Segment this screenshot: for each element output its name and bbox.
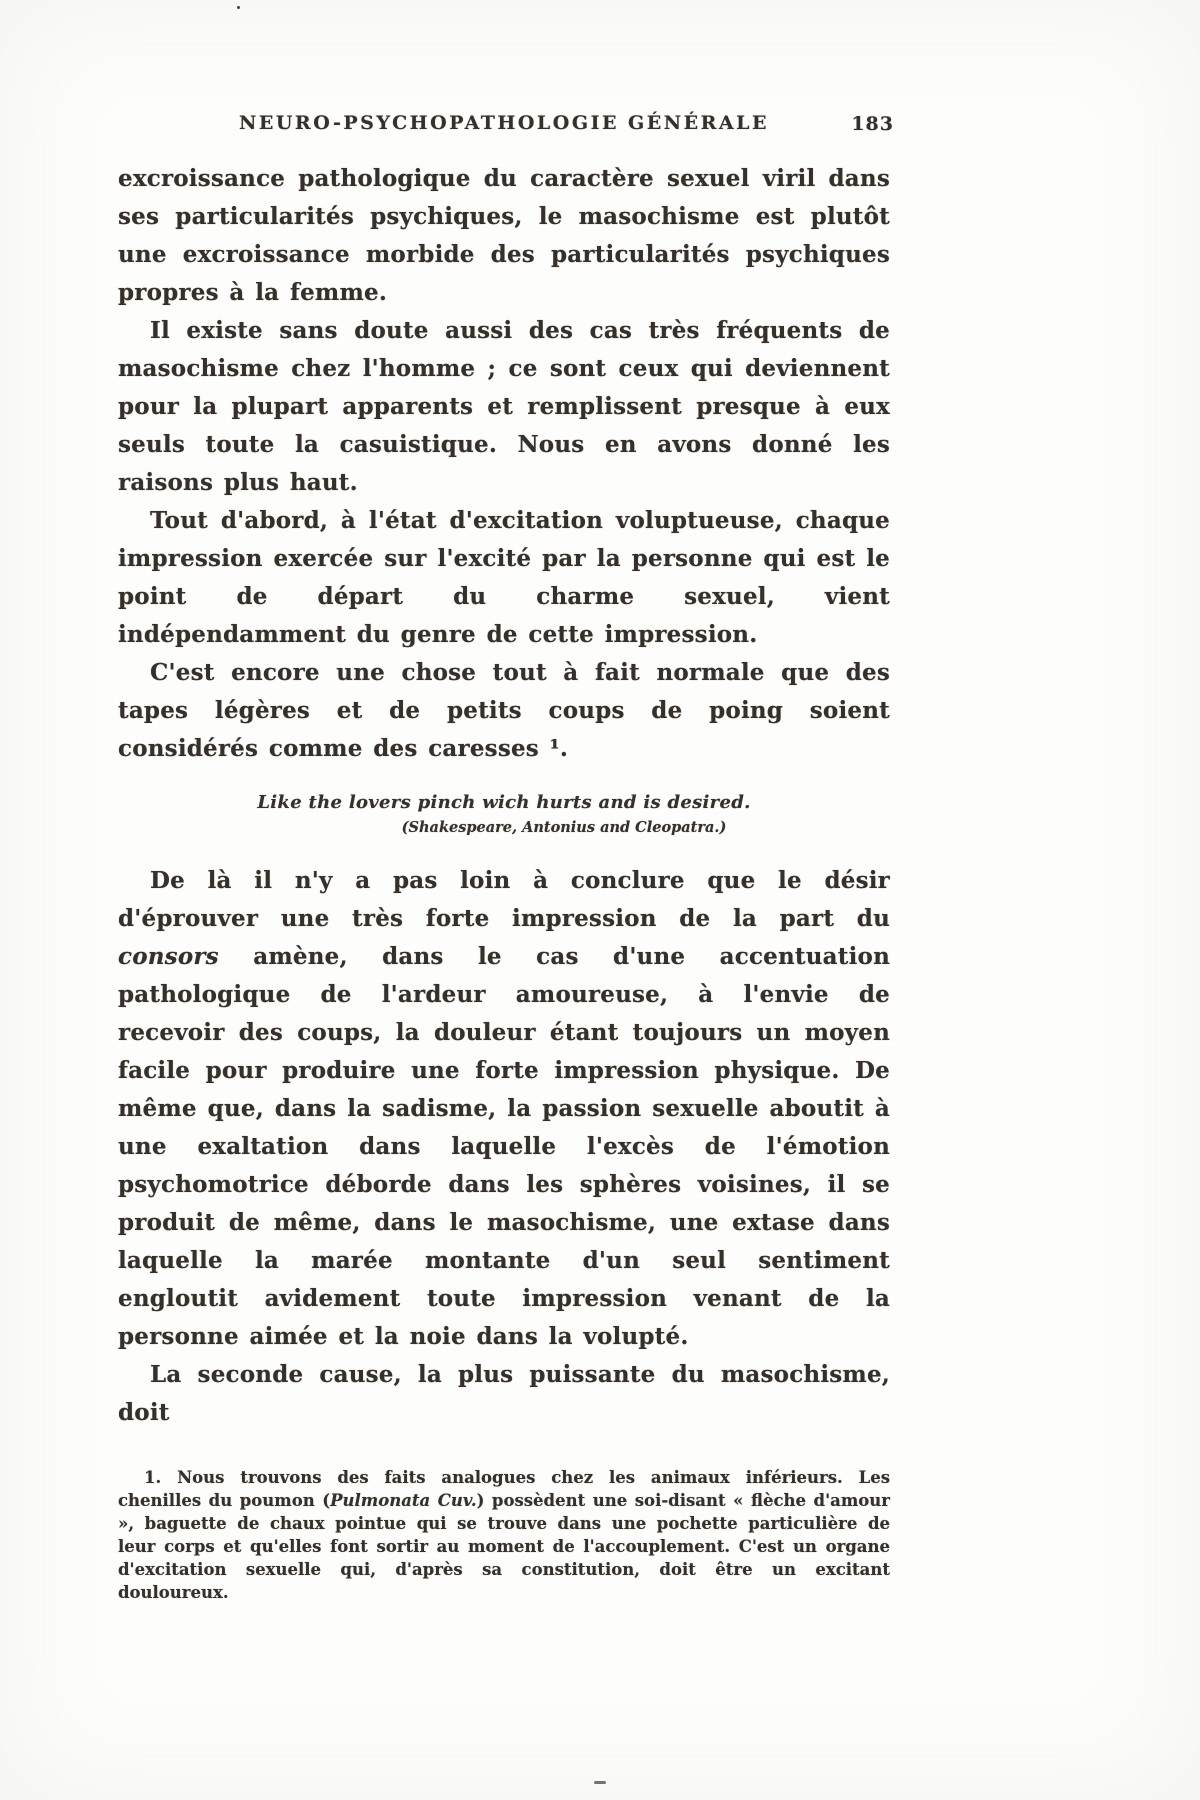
scan-artifact-dot	[237, 6, 240, 9]
paragraph-caresses: C'est encore une chose tout à fait normale que des tapes légères et de petits coups de poing soient considérés comme des caresses ¹.	[118, 659, 890, 762]
footnote-latin-term: Pulmonata Cuv.	[330, 1491, 477, 1510]
page-content	[118, 112, 894, 1604]
paragraph-masochisme-homme: Il existe sans doute aussi des cas très fréquents de masochisme chez l'homme ; ce sont ceux qui deviennent pour la plupart apparents et remplissent presque à eux seuls toute la casuistique. Nous en avons donné les raisons plus haut.	[118, 317, 890, 496]
footnote-before: 1. Nous trouvons des faits analogues chez les animaux inférieurs. Les chenilles du poumon (	[118, 1468, 890, 1510]
paragraph-consors-after: amène, dans le cas d'une accentuation pathologique de l'ardeur amoureuse, à l'envie de recevoir des coups, la douleur étant toujours un moyen facile pour produire une forte impression physique. De même que, dans la sadisme, la passion sexuelle aboutit à une exaltation dans laquelle l'excès de l'émotion psychomotrice déborde dans les sphères voisines, il se produit de même, dans le masochisme, une extase dans laquelle la marée montante d'un seul sentiment engloutit avidement toute impression venant de la personne aimée et la noie dans la volupté.	[118, 943, 890, 1350]
quote-text: Like the lovers pinch wich hurts and is desired.	[257, 792, 751, 813]
footnote-after: ) possèdent une soi-disant « flèche d'amour », baguette de chaux pointue qui se trouve dans une pochette particulière de leur corps et qu'elles font sortir au moment de l'accouplement. C'est un organe d'excitation sexuelle qui, d'après sa constitution, doit être un excitant douloureux.	[118, 1491, 890, 1602]
latin-term-consors: consors	[118, 943, 219, 970]
paragraph-consors-before: De là il n'y a pas loin à conclure que le désir d'éprouver une très forte impression de la part du	[118, 867, 890, 932]
footnote	[118, 1466, 890, 1604]
scan-artifact-mark	[594, 1781, 606, 1784]
paragraph-tout-dabord: Tout d'abord, à l'état d'excitation voluptueuse, chaque impression exercée sur l'excité par la personne qui est le point de départ du charme sexuel, vient indépendamment du genre de cette impression.	[118, 507, 890, 648]
page-header	[118, 112, 894, 135]
paragraph-seconde-cause: La seconde cause, la plus puissante du masochisme, doit	[118, 1361, 890, 1426]
running-header-title: NEURO-PSYCHOPATHOLOGIE GÉNÉRALE	[238, 112, 769, 134]
page-number: 183	[851, 113, 894, 135]
quote-attribution: (Shakespeare, Antonius and Cleopatra.)	[401, 819, 727, 836]
verse-quote	[118, 792, 890, 836]
paragraph-continuation: excroissance pathologique du caractère sexuel viril dans ses particularités psychiques, le masochisme est plutôt une excroissance morbide des particularités psychiques propres à la femme.	[118, 165, 890, 306]
paragraph-consors	[118, 862, 890, 1356]
